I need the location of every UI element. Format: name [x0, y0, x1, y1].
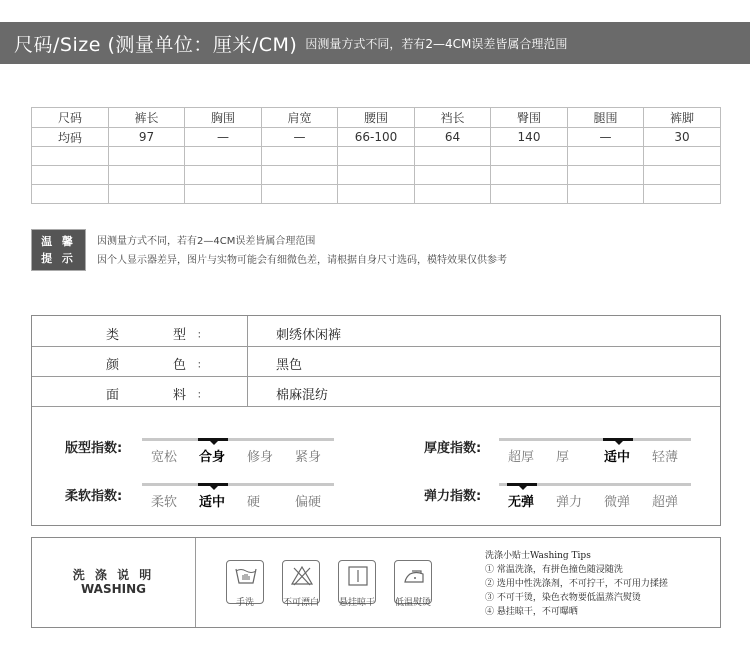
washing-title-en: WASHING	[80, 582, 147, 596]
scale-option: 柔软	[151, 495, 178, 510]
scale-option: 硬	[247, 495, 261, 510]
size-header-subtitle: 因测量方式不同，若有2—4CM误差皆属合理范围	[305, 36, 568, 51]
table-cell: 均码	[32, 128, 109, 147]
scale-option: 修身	[247, 450, 274, 465]
table-cell	[185, 185, 262, 204]
tips-badge	[31, 229, 86, 271]
icon-caption: 低温熨烫	[394, 598, 431, 608]
table-header-cell: 裤长	[109, 108, 185, 128]
table-cell	[644, 147, 721, 166]
label-char: 料	[173, 388, 187, 403]
table-cell	[338, 147, 415, 166]
icon-caption: 手洗	[235, 598, 254, 608]
scale-option: 超弹	[652, 495, 679, 510]
table-cell: 66-100	[338, 128, 415, 147]
icon-caption: 悬挂晾干	[338, 598, 375, 608]
table-cell	[491, 147, 568, 166]
table-cell	[415, 185, 491, 204]
product-row-type	[32, 316, 720, 347]
table-cell	[338, 185, 415, 204]
scale-selected-pointer	[615, 441, 623, 445]
table-cell	[185, 166, 262, 185]
product-info-panel	[31, 315, 721, 526]
softness-index-label: 柔软指数:	[65, 489, 123, 504]
elasticity-index-label: 弹力指数:	[424, 489, 482, 504]
table-cell	[491, 185, 568, 204]
washing-panel	[31, 537, 721, 628]
size-table-header-row	[32, 108, 721, 128]
table-cell	[415, 166, 491, 185]
table-cell	[568, 166, 644, 185]
table-header-cell: 裆长	[415, 108, 491, 128]
size-header-title: 尺码/Size (测量单位：厘米/CM)	[14, 33, 298, 56]
table-row	[32, 147, 721, 166]
table-cell: 140	[491, 128, 568, 147]
label-char: 面	[106, 388, 120, 403]
scale-option: 厚	[556, 450, 570, 465]
icon-caption: 不可漂白	[282, 598, 319, 608]
table-cell: 64	[415, 128, 491, 147]
product-row-label	[32, 376, 248, 406]
label-char: 型	[173, 328, 187, 343]
table-row	[32, 128, 721, 147]
size-table	[31, 107, 721, 204]
table-cell	[338, 166, 415, 185]
table-cell	[568, 147, 644, 166]
scale-option: 偏硬	[295, 495, 322, 510]
tip-text-color: 因个人显示器差异，图片与实物可能会有细微色差，请根据自身尺寸选码，模特效果仅供参考	[97, 255, 507, 266]
table-header-cell: 裤脚	[644, 108, 721, 128]
table-header-cell: 肩宽	[262, 108, 338, 128]
thickness-index-scale	[499, 438, 691, 465]
product-row-label	[32, 346, 248, 376]
product-row-color	[32, 346, 720, 377]
table-header-cell: 臀围	[491, 108, 568, 128]
elasticity-index-scale	[499, 483, 691, 510]
scale-track	[142, 483, 334, 486]
scale-option: 紧身	[295, 450, 322, 465]
washing-title-cell	[32, 538, 196, 627]
scale-option: 微弹	[604, 495, 631, 510]
label-colon: ：	[197, 390, 207, 401]
table-cell	[262, 166, 338, 185]
thickness-index-label: 厚度指数:	[424, 441, 482, 456]
scale-option: 适中	[199, 495, 226, 510]
scale-option: 适中	[604, 450, 631, 465]
table-cell	[644, 166, 721, 185]
scale-option: 合身	[199, 450, 226, 465]
washing-tips-title: 洗涤小贴士Washing Tips	[485, 551, 591, 561]
table-cell	[415, 147, 491, 166]
table-header-cell: 腰围	[338, 108, 415, 128]
table-cell	[32, 185, 109, 204]
tips-badge-line1: 温 馨	[41, 235, 76, 248]
product-row-label	[32, 316, 248, 346]
scale-option: 超厚	[508, 450, 535, 465]
table-cell: —	[185, 128, 262, 147]
scale-option: 弹力	[556, 495, 583, 510]
scale-selected-pointer	[519, 486, 527, 490]
washing-tip: ① 常温洗涤，有拼色撞色随浸随洗	[485, 565, 623, 575]
product-row-fabric	[32, 376, 720, 407]
tip-text-measure: 因测量方式不同，若有2—4CM误差皆属合理范围	[97, 236, 316, 247]
product-color-value: 黑色	[276, 358, 303, 373]
table-header-cell: 胸围	[185, 108, 262, 128]
table-cell	[644, 185, 721, 204]
table-cell: —	[568, 128, 644, 147]
scale-selected-pointer	[210, 486, 218, 490]
table-row	[32, 166, 721, 185]
table-cell	[32, 166, 109, 185]
table-cell	[109, 147, 185, 166]
product-fabric-value: 棉麻混纺	[276, 388, 329, 403]
softness-index-scale	[142, 483, 334, 510]
label-char: 颜	[106, 358, 120, 373]
scale-option: 宽松	[151, 450, 178, 465]
scale-option: 轻薄	[652, 450, 679, 465]
washing-title-zh: 洗 涤 说 明	[72, 568, 155, 582]
table-cell: —	[262, 128, 338, 147]
scale-track	[499, 438, 691, 441]
table-cell	[32, 147, 109, 166]
label-colon: ：	[197, 330, 207, 341]
table-cell: 30	[644, 128, 721, 147]
label-char: 色	[173, 358, 187, 373]
table-header-cell: 腿围	[568, 108, 644, 128]
table-cell: 97	[109, 128, 185, 147]
label-char: 类	[106, 328, 120, 343]
table-cell	[262, 147, 338, 166]
washing-tip: ④ 悬挂晾干，不可曝晒	[485, 607, 578, 617]
scale-option: 无弹	[508, 495, 535, 510]
scale-selected-pointer	[210, 441, 218, 445]
size-header-bar	[0, 22, 750, 64]
washing-tip: ③ 不可干烫，染色衣物要低温蒸汽熨烫	[485, 593, 641, 603]
tips-badge-line2: 提 示	[41, 252, 76, 265]
label-colon: ：	[197, 360, 207, 371]
table-cell	[491, 166, 568, 185]
table-row	[32, 185, 721, 204]
fit-index-label: 版型指数:	[65, 441, 123, 456]
table-cell	[262, 185, 338, 204]
table-cell	[185, 147, 262, 166]
scale-track	[142, 438, 334, 441]
fit-index-scale	[142, 438, 334, 465]
table-cell	[568, 185, 644, 204]
table-header-cell: 尺码	[32, 108, 109, 128]
washing-tip: ② 选用中性洗涤剂，不可拧干，不可用力揉搓	[485, 579, 668, 589]
table-cell	[109, 185, 185, 204]
table-cell	[109, 166, 185, 185]
product-type-value: 刺绣休闲裤	[276, 328, 342, 343]
